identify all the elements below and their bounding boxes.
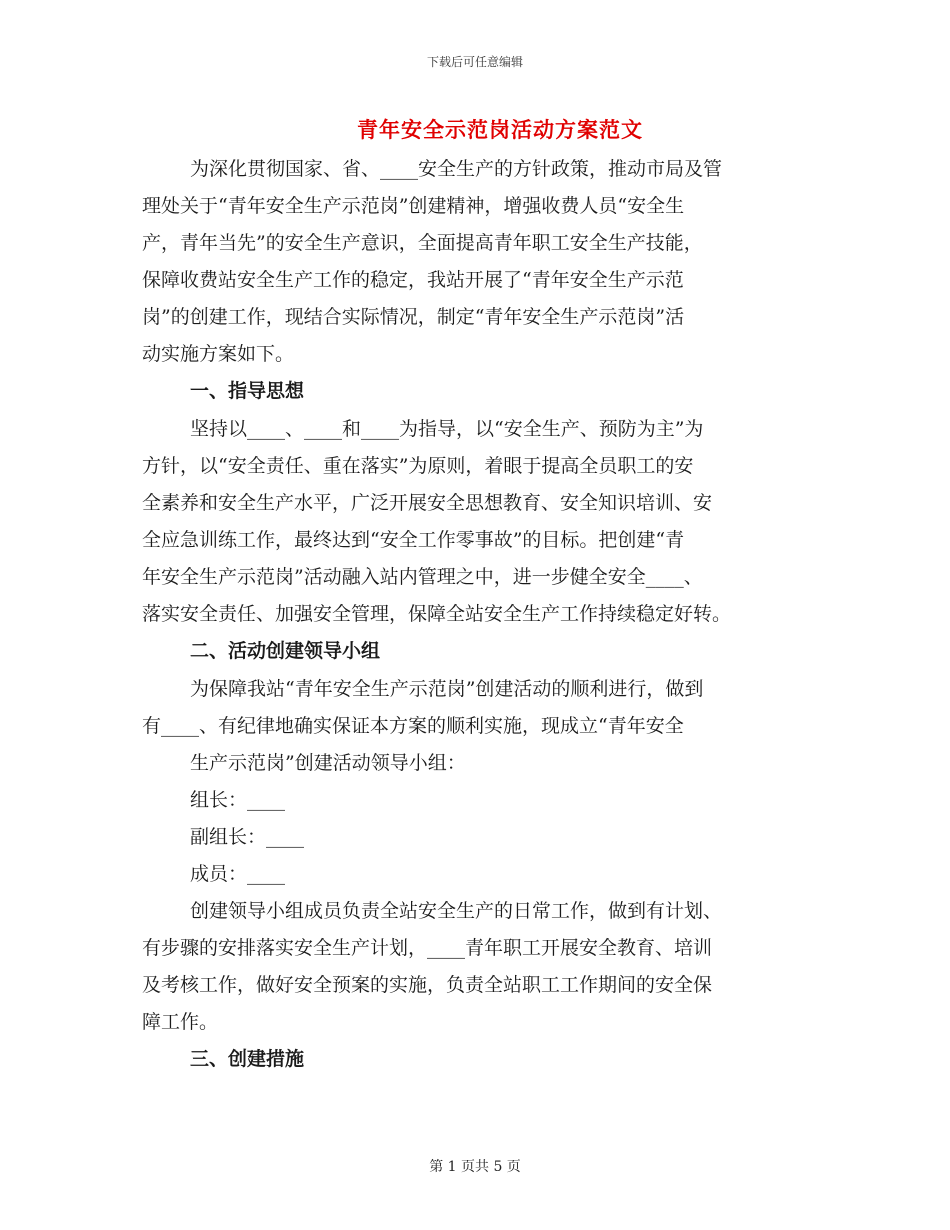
paragraph-line: 落实安全责任、加强安全管理，保障全站安全生产工作持续稳定好转。 (142, 603, 732, 625)
paragraph-line: 障工作。 (142, 1011, 219, 1033)
paragraph-line: 有步骤的安排落实安全生产计划，____青年职工开展安全教育、培训 (142, 937, 713, 959)
section-heading: 二、活动创建领导小组 (190, 640, 381, 662)
paragraph-line: 方针，以“安全责任、重在落实”为原则，着眼于提高全员职工的安 (142, 455, 694, 477)
paragraph-line: 为深化贯彻国家、省、____安全生产的方针政策，推动市局及管 (190, 158, 723, 180)
page-footer: 第 1 页共 5 页 (429, 1159, 521, 1175)
section-heading: 一、指导思想 (190, 380, 305, 402)
paragraph-line: 保障收费站安全生产工作的稳定，我站开展了“青年安全生产示范 (142, 269, 684, 291)
header-note: 下载后可任意编辑 (426, 55, 523, 69)
paragraph-line: 创建领导小组成员负责全站安全生产的日常工作，做到有计划、 (190, 900, 723, 922)
paragraph-line: 及考核工作，做好安全预案的实施，负责全站职工工作期间的安全保 (142, 974, 713, 996)
list-item: 组长：____ (190, 789, 286, 811)
paragraph-line: 坚持以____、____和____为指导，以“安全生产、预防为主”为 (190, 418, 704, 440)
paragraph-line: 生产示范岗”创建活动领导小组： (190, 752, 466, 774)
paragraph-line: 全素养和安全生产水平，广泛开展安全思想教育、安全知识培训、安 (142, 492, 713, 514)
paragraph-line: 全应急训练工作，最终达到“安全工作零事故”的目标。把创建“青 (142, 529, 685, 551)
paragraph-line: 有____、有纪律地确实保证本方案的顺利实施，现成立“青年安全 (142, 715, 684, 737)
list-item: 成员：____ (190, 863, 286, 885)
paragraph-line: 产，青年当先”的安全生产意识，全面提高青年职工安全生产技能， (142, 232, 703, 254)
section-heading: 三、创建措施 (190, 1048, 305, 1070)
paragraph-line: 岗”的创建工作，现结合实际情况，制定“青年安全生产示范岗”活 (142, 306, 685, 328)
paragraph-line: 年安全生产示范岗”活动融入站内管理之中，进一步健全安全____、 (142, 566, 703, 588)
document-title: 青年安全示范岗活动方案范文 (357, 117, 643, 142)
paragraph-line: 动实施方案如下。 (142, 343, 295, 365)
list-item: 副组长：____ (190, 826, 305, 848)
paragraph-line: 为保障我站“青年安全生产示范岗”创建活动的顺利进行，做到 (190, 678, 704, 700)
paragraph-line: 理处关于“青年安全生产示范岗”创建精神，增强收费人员“安全生 (142, 195, 685, 217)
